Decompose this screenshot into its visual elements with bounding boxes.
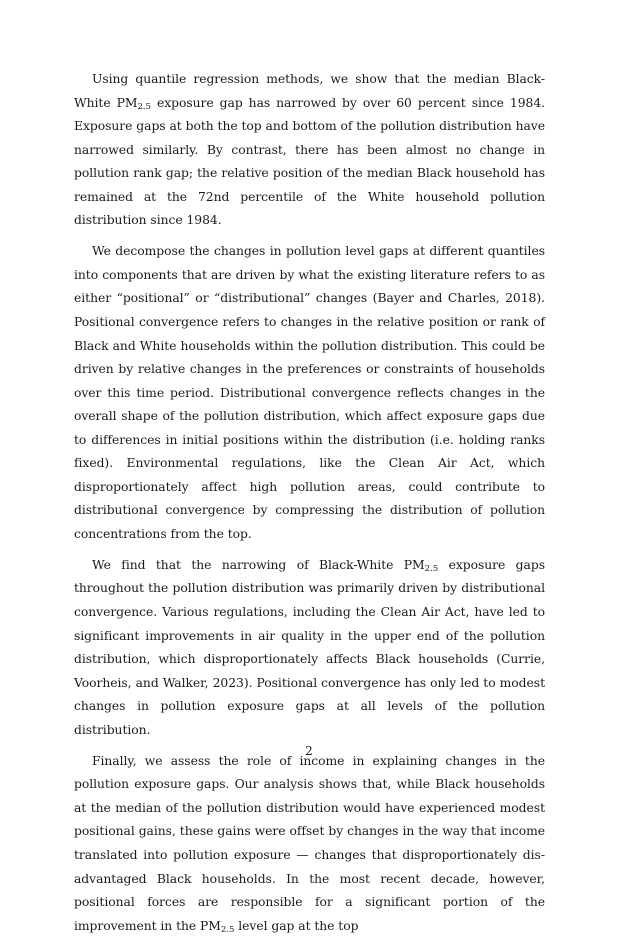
paragraph-1	[74, 68, 545, 233]
paragraph-3	[74, 554, 545, 742]
paragraph-text: exposure gap has narrowed by over 60 percent since 1984. Exposure gaps at both the top and bottom of the pollution distribution have narrowed similarly. By contrast, there has been almost no change in pollution rank gap; the relative position of the median Black household has remained at the 72nd percentile of the White household pollution distribution since 1984.	[74, 95, 545, 228]
subscript: 2.5	[137, 101, 151, 112]
subscript: 2.5	[424, 563, 439, 574]
paragraph-text: Using quantile regression methods, we show that the median Black-White PM	[74, 72, 545, 110]
page-number: 2	[305, 744, 313, 758]
subscript: 2.5	[220, 924, 235, 935]
paragraph-text: Finally, we assess the role of income in explaining changes in the pollution exposure gaps. Our analysis shows that, while Black households at the median of the pollution distribution would have experienced modest positional gains, these gains were offset by changes in the way that income translated into pollution exposure — changes that disproportionately disadvantaged Black households. In the most recent decade, however, positional forces are responsible for a significant portion of the improvement in the PM	[74, 753, 545, 933]
body-text	[74, 68, 545, 946]
paragraph-text: exposure gaps throughout the pollution distribution was primarily driven by distributional convergence. Various regulations, including the Clean Air Act, have led to significant improvements in air quality in the upper end of the pollution distribution, which disproportionately affects Black households (Currie, Voorheis, and Walker, 2023). Positional convergence has only led to modest changes in pollution exposure gaps at all levels of the pollution distribution.	[74, 557, 545, 737]
paragraph-text: We decompose the changes in pollution level gaps at different quantiles into components that are driven by what the existing literature refers to as either “positional” or “distributional” changes (Bayer and Charles, 2018). Positional convergence refers to changes in the relative position or rank of Black and White households within the pollution distribution. This could be driven by relative changes in the preferences or constraints of households over this time period. Distributional convergence reflects changes in the overall shape of the pollution distribution, which affect exposure gaps due to differences in initial positions within the distribution (i.e. holding ranks fixed). Environmental regulations, like the Clean Air Act, which disproportionately affect high pollution areas, could contribute to distributional convergence by compressing the distribution of pollution concentrations from the top.	[74, 244, 545, 541]
paragraph-text: We find that the narrowing of Black-White PM	[92, 557, 425, 572]
paragraph-2	[74, 240, 545, 546]
paragraph-text: level gap at the top	[234, 918, 359, 933]
paragraph-4	[74, 750, 545, 938]
